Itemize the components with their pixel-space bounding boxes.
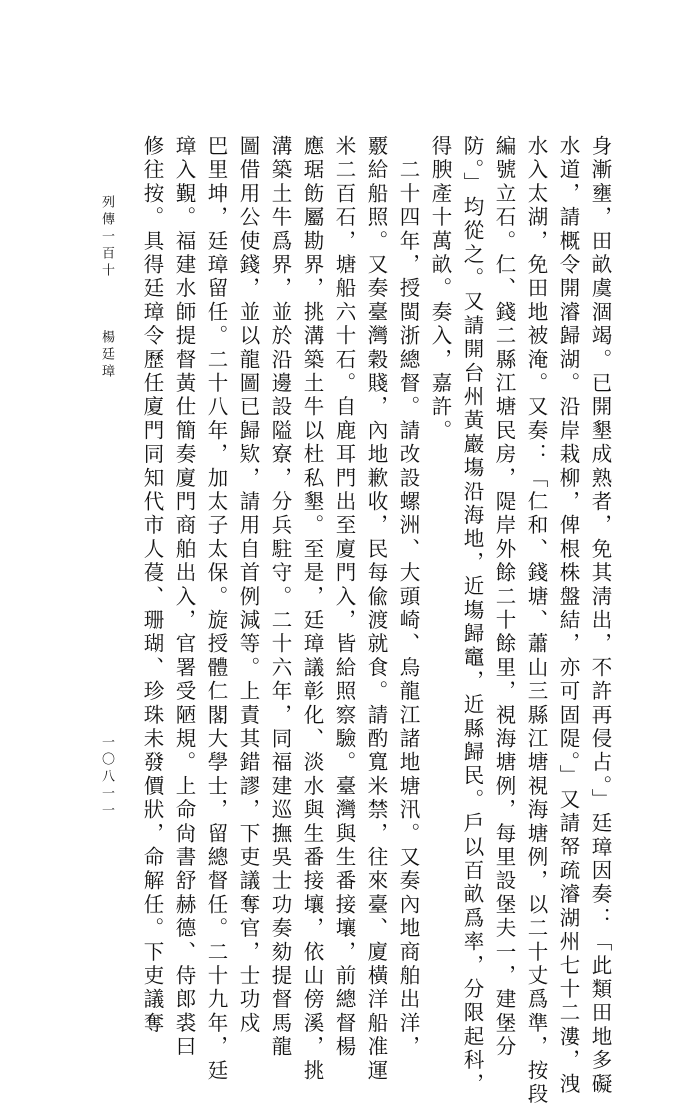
chapter-reference: 列傳一百十 bbox=[99, 195, 114, 280]
text-column: 米二百石，塘船六十石。自鹿耳門出至廈門入，皆給照察驗。臺灣與生番接壤，前總督楊 bbox=[332, 135, 356, 1060]
text-column: 水入太湖，免田地被淹。又奏：「仁和、錢塘、蕭山三縣江塘視海塘例，以二十丈爲準，按段 bbox=[524, 135, 548, 1107]
text-column: 水道，請概令開濬歸湖。沿岸栽柳，俾根株盤結，亦可固隄。」又請帑疏濬湖州七十二漊，洩 bbox=[556, 135, 580, 1097]
text-column: 防。」均從之。又請開台州黃巖塲沿海地，近塲歸竈，近縣歸民。戶以百畝爲率，分限起科， bbox=[460, 135, 484, 1097]
text-column: 身漸壅，田畝虞涸竭。已開墾成熟者，免其淸出，不許再侵占。」廷璋因奏：「此類田地多礙 bbox=[588, 135, 612, 1097]
text-column: 覈給船照。又奏臺灣穀賤，內地歉收，民每偸渡就食。請酌寬米禁，往來臺、廈橫洋船准運 bbox=[364, 135, 388, 1083]
text-column: 溝築土牛爲界，並於沿邊設隘寮，分兵駐守。二十六年，同福建巡撫吳士功奏劾提督馬龍 bbox=[268, 135, 292, 1060]
text-column: 應琚飭屬勘界，挑溝築土牛以杜私墾。至是，廷璋議彰化、淡水與生番接壤，依山傍溪，挑 bbox=[300, 135, 324, 1083]
biography-subject: 楊廷璋 bbox=[99, 330, 114, 381]
text-column: 得腴產十萬畝。奏入，嘉許。 bbox=[428, 135, 452, 444]
text-column: 二十四年，授閩浙總督。請改設螺洲、大頭崎、烏龍江諸地塘汛。又奏內地商舶出洋， bbox=[396, 135, 420, 1060]
text-column: 編號立石。仁、錢二縣江塘民房，隄岸外餘二十餘里，視海塘例，每里設堡夫一，建堡分 bbox=[492, 135, 516, 1060]
text-column: 修往按。具得廷璋令歷任廈門同知代市人葠、珊瑚、珍珠未發價狀，命解任。下吏議奪 bbox=[140, 135, 164, 1036]
text-column: 巴里坤，廷璋留任。二十八年，加太子太保。旋授體仁閣大學士，留總督任。二十九年，廷 bbox=[204, 135, 228, 1083]
text-column: 圖借用公使錢，並以龍圖已歸欵，請用自首例減等。上責其錯謬，下吏議奪官，士功戍 bbox=[236, 135, 260, 1036]
page-number: 一〇八一一 bbox=[99, 735, 114, 820]
text-column: 璋入覲。福建水師提督黃仕簡奏廈門商舶出入，官署受陋規。上命尙書舒赫德、侍郎裘曰 bbox=[172, 135, 196, 1060]
